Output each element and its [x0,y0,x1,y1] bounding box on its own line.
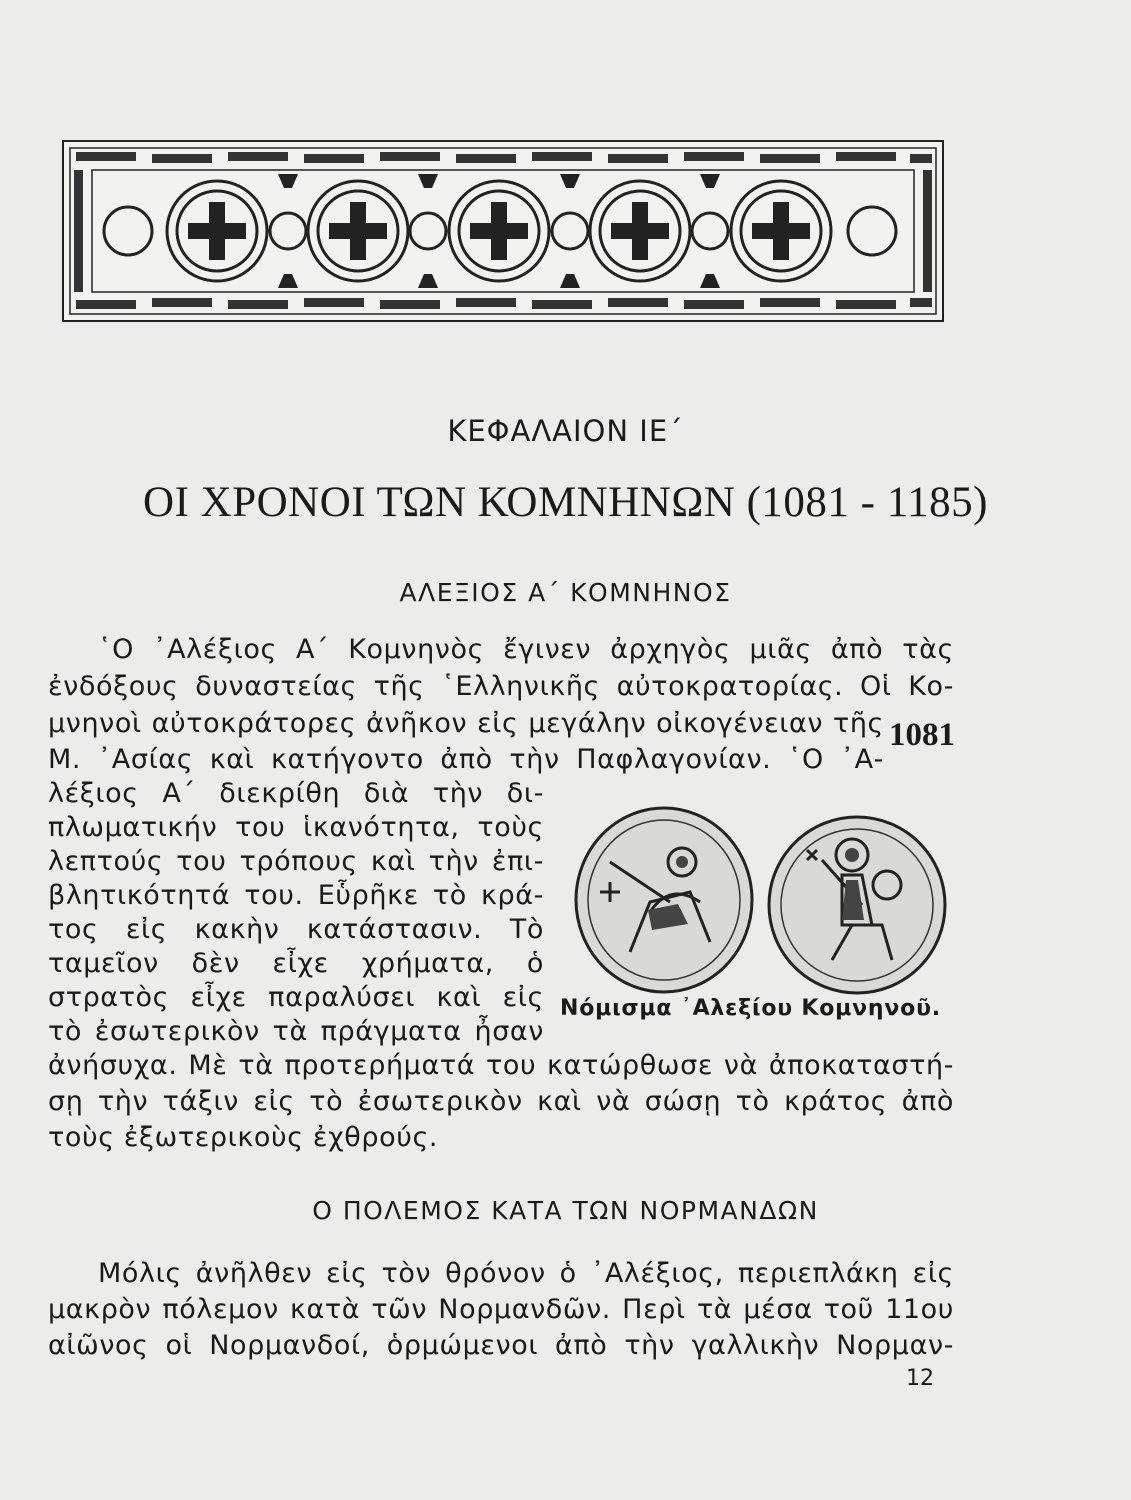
text-line: ταμεῖον δὲν εἶχε χρήματα, ὁ [48,948,544,979]
ornamental-header-band [62,140,944,322]
chapter-title: ΟΙ ΧΡΟΝΟΙ ΤΩΝ ΚΟΜΝΗΝΩΝ (1081 - 1185) [143,479,988,526]
section-heading-alexios: ΑΛΕΞΙΟΣ Α΄ ΚΟΜΝΗΝΟΣ [399,578,732,607]
text-line: Μ. ᾿Ασίας καὶ κατήγοντο ἀπὸ τὴν Παφλαγονίαν. ῾Ο ᾿Α- [48,744,884,775]
text-line: λεπτούς του τρόπους καὶ τὴν ἐπι- [48,846,544,877]
text-line: Μόλις ἀνῆλθεν εἰς τὸν θρόνον ὁ ᾿Αλέξιος, περιεπλάκη εἰς [98,1258,954,1289]
text-line: αἰῶνος οἱ Νορμανδοί, ὁρμώμενοι ἀπὸ τὴν γαλλικὴν Νορμαν- [48,1330,954,1361]
text-line: βλητικότητά του. Εὗρῆκε τὸ κρά- [48,880,544,911]
coin-reverse-image [762,810,952,1000]
margin-year: 1081 [889,717,955,753]
text-line: σῃ τὴν τάξιν εἰς τὸ ἐσωτερικὸν καὶ νὰ σώσῃ τὸ κράτος ἀπὸ [48,1086,954,1117]
text-line: μνηνοὶ αὐτοκράτορες ἀνῆκον εἰς μεγάλην οἰκογένειαν τῆς [48,708,884,739]
text-line: ἐνδόξους δυναστείας τῆς ῾Ελληνικῆς αὐτοκρατορίας. Οἱ Κο- [48,671,954,702]
text-line: μακρὸν πόλεμον κατὰ τῶν Νορμανδῶν. Περὶ τὰ μέσα τοῦ 11ου [48,1294,954,1325]
text-line: ἀνήσυχα. Μὲ τὰ προτερήματά του κατώρθωσε νὰ ἀποκαταστή- [48,1050,954,1081]
text-line: τὸ ἐσωτερικὸν τὰ πράγματα ἦσαν [48,1016,544,1047]
page-number: 12 [906,1366,934,1391]
text-line: ῾Ο ᾿Αλέξιος Α΄ Κομνηνὸς ἔγινεν ἀρχηγὸς μιᾶς ἀπὸ τὰς [98,634,954,665]
text-line: λέξιος Α΄ διεκρίθη διὰ τὴν δι- [48,778,544,809]
coin-obverse-image [570,802,760,1002]
text-line: τος εἰς κακὴν κατάστασιν. Τὸ [48,914,544,945]
section-heading-normans: Ο ΠΟΛΕΜΟΣ ΚΑΤΑ ΤΩΝ ΝΟΡΜΑΝΔΩΝ [312,1196,819,1225]
text-line: τοὺς ἐξωτερικοὺς ἐχθρούς. [48,1122,439,1153]
text-line: πλωματικήν του ἱκανότητα, τοὺς [48,812,544,843]
chapter-number: ΚΕΦΑΛΑΙΟΝ ΙΕ΄ [447,414,684,448]
text-line: στρατὸς εἶχε παραλύσει καὶ εἰς [48,982,544,1013]
coin-caption: Νόμισμα ᾿Αλεξίου Κομνηνοῦ. [560,996,941,1021]
